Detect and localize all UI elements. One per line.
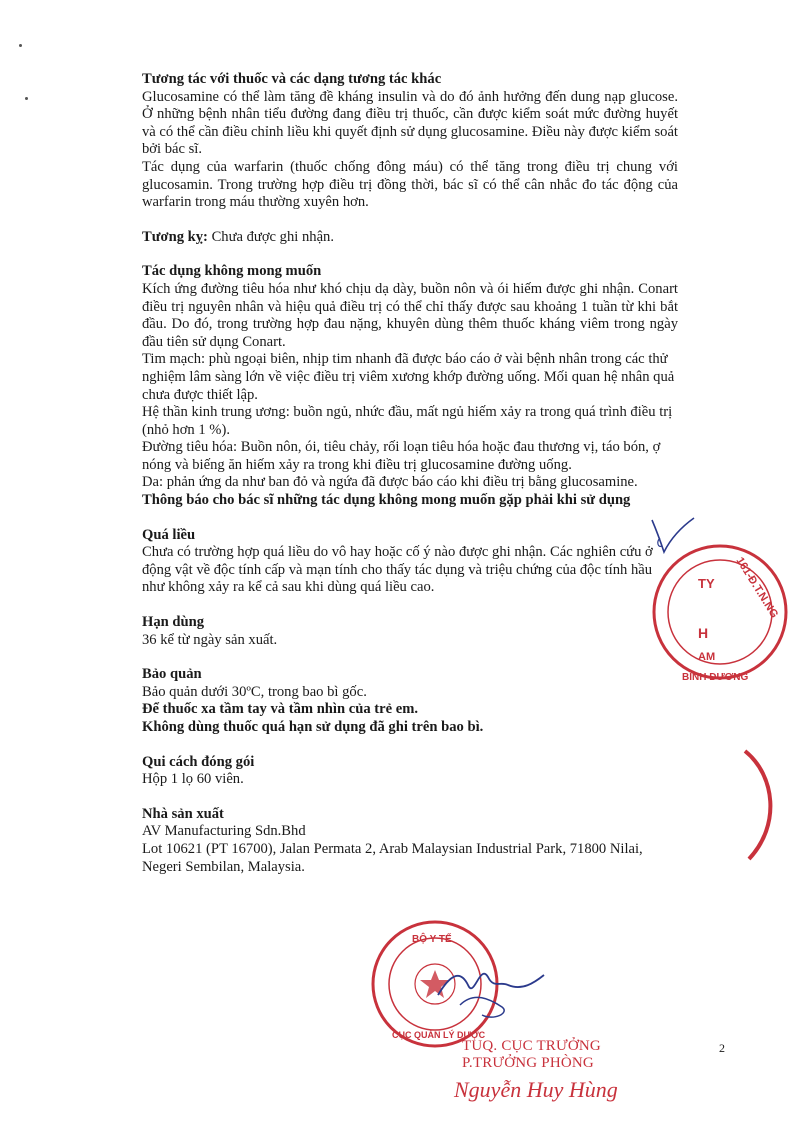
section-shelf-life [142, 614, 678, 649]
stamp-text: AM [698, 651, 716, 663]
section-packaging [142, 754, 678, 789]
seal-text: CỤC QUẢN LÝ DƯỢC [392, 1030, 486, 1040]
paragraph: Tác dụng của warfarin (thuốc chống đông máu) có thể tăng trong điều trị chung với glucosamin. Trong trường hợp điều trị đồng thời, bác sĩ có thể cân nhắc đo tác động của warfarin trong máu thường xuyên hơn. [142, 158, 678, 211]
paragraph: Tim mạch: phù ngoại biên, nhịp tim nhanh đã được báo cáo ở vài bệnh nhân trong các thử nghiệm lâm sàng lớn về việc điều trị viêm xương khớp đường uống. Mối quan hệ nhân quả chưa được thiết lập. [142, 351, 675, 403]
manufacturer-name: AV Manufacturing Sdn.Bhd [142, 823, 306, 840]
section-manufacturer [142, 806, 678, 876]
scan-speck [25, 97, 28, 100]
stamp-text: H [698, 625, 709, 641]
paragraph: Glucosamine có thể làm tăng đề kháng insulin và do đó ảnh hưởng đến dung nạp glucose. Ở những bệnh nhân tiểu đường đang điều trị thuốc, cần được kiểm soát mức đường huyết và có thể cần điều chỉnh liều khi quyết định sử dụng glucosamine. Điều này được kiểm soát bởi bác sĩ. [142, 88, 678, 158]
paragraph: Da: phản ứng da như ban đỏ và ngứa đã được báo cáo khi điều trị bằng glucosamine. [142, 474, 638, 491]
section-heading: Hạn dùng [142, 614, 205, 631]
manufacturer-address: Lot 10621 (PT 16700), Jalan Permata 2, Arab Malaysian Industrial Park, 71800 Nilai, Negeri Sembilan, Malaysia. [142, 840, 643, 875]
section-overdose [142, 527, 678, 597]
section-heading: Qui cách đóng gói [142, 753, 255, 770]
paragraph: Hộp 1 lọ 60 viên. [142, 771, 244, 788]
signature-block [454, 1038, 618, 1104]
section-side-effects [142, 263, 678, 509]
section-incompatibility [142, 229, 678, 247]
section-interactions [142, 71, 678, 212]
seal-text: BỘ Y TẾ [412, 934, 452, 945]
stamp-text: BÌNH DƯƠNG [682, 672, 749, 683]
section-heading: Nhà sản xuất [142, 805, 224, 822]
paragraph: Chưa được ghi nhận. [207, 228, 334, 245]
paragraph: Hệ thần kinh trung ương: buồn ngủ, nhức đầu, mất ngủ hiếm xảy ra trong quá trình điều trị (nhỏ hơn 1 %). [142, 404, 673, 438]
stamp-text: 161-Đ.T.N.NG [733, 555, 781, 621]
signature-icon [430, 955, 550, 1030]
paragraph: Bảo quản dưới 30ºC, trong bao bì gốc. [142, 683, 367, 700]
paragraph: Chưa có trường hợp quá liều do vô hay hoặc cố ý nào được ghi nhận. Các nghiên cứu ở động vật về độc tính cấp và mạn tính cho thấy tác dụng và triệu chứng của độc tính hầu như không xảy ra kể cả sau khi dùng quá liều cao. [142, 544, 653, 596]
company-stamp-icon [640, 528, 781, 698]
signature-title: P.TRƯỞNG PHÒNG [462, 1055, 594, 1071]
partial-stamp-icon [735, 745, 799, 865]
stamp-text: TY [698, 576, 715, 591]
section-heading: Quá liều [142, 526, 196, 543]
notice-text: Thông báo cho bác sĩ những tác dụng không mong muốn gặp phải khi sử dụng [142, 492, 631, 509]
warning-text: Để thuốc xa tầm tay và tầm nhìn của trẻ em. [142, 701, 419, 718]
page-number: 2 [719, 1041, 725, 1055]
signature-title: TUQ. CỤC TRƯỞNG [462, 1038, 601, 1054]
scan-speck [19, 44, 22, 47]
section-storage [142, 666, 678, 736]
paragraph: Đường tiêu hóa: Buồn nôn, ói, tiêu chảy, rối loạn tiêu hóa hoặc đau thương vị, táo bón, ợ nóng và biếng ăn hiếm xảy ra trong khi điều trị glucosamine đường uống. [142, 439, 661, 473]
signer-name: Nguyễn Huy Hùng [454, 1077, 618, 1102]
section-heading: Tác dụng không mong muốn [142, 263, 322, 280]
paragraph: 36 kể từ ngày sản xuất. [142, 631, 278, 648]
section-heading: Tương tác với thuốc và các dạng tương tác khác [142, 71, 442, 87]
warning-text: Không dùng thuốc quá hạn sử dụng đã ghi trên bao bì. [142, 719, 484, 735]
document-body [142, 71, 678, 893]
section-heading: Bảo quản [142, 666, 202, 683]
section-heading: Tương kỵ: [142, 228, 208, 245]
paragraph: Kích ứng đường tiêu hóa như khó chịu dạ dày, buồn nôn và ói hiếm được ghi nhận. Conart điều trị nguyên nhân và hiệu quả điều trị có thể chỉ thấy được sau khoảng 1 tuần từ khi bắt đầu. Do đó, trong trường hợp đau nặng, khuyên dùng thêm thuốc kháng viêm trong ngày đầu tiên sử dụng Conart. [142, 280, 678, 350]
